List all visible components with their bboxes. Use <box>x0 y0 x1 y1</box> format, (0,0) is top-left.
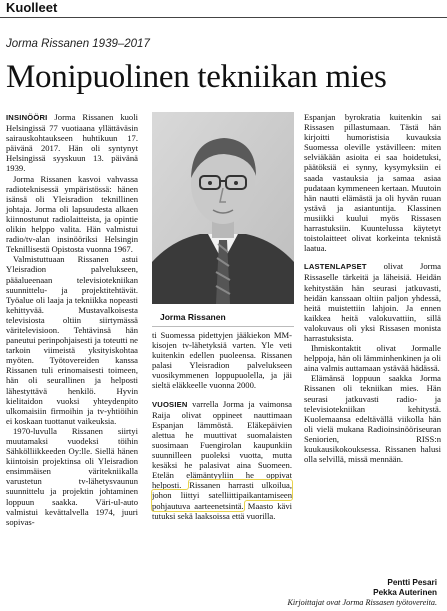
section-label: Kuolleet <box>6 0 58 15</box>
article-headline: Monipuolinen tekniikan mies <box>6 59 387 95</box>
article-column-2 <box>152 330 292 521</box>
paragraph: Espanjan byrokratia kuitenkin sai Rissasen pillastumaan. Tästä hän kirjoitti humoristisia kuvauksia Suomessa oleville ystävilleen: miten selviäkään asioita ei saa hoidetuksi, päätöksiä ei synny, kysymyksiin ei saada vastauksia ja samaa asiaa pudataan kymmeneen kertaan. Muutoin hän nautti elämästä ja oli hyvän ruuan ystävä ja asiantuntija. Klassinen musiikki kuului myös Rissasen harrastuksiin. Kuuntelussa käytetyt toistolaitteet olivat korkeinta teknistä laatua. <box>304 112 441 254</box>
article-byline: Jorma Rissanen 1939–2017 <box>6 38 150 50</box>
paragraph <box>152 399 292 521</box>
paragraph-text: olivat Jorma Rissaselle tärkeitä ja läheisiä. Heidän kehitystään hän seurasi jatkuvasti, heidän kanssaan oltiin paljon yhdessä, heitä muistettiin lahjoin. Ja ennen kaikkea heitä valokuvattiin, sillä valokuvaus oli yksi Rissasen monista harrastuksista. <box>304 261 441 343</box>
author-signature <box>287 578 437 608</box>
author-name: Pentti Pesari <box>387 578 437 587</box>
paragraph: Jorma Rissanen kasvoi vahvassa radioteknisessä ympäristössä: hänen isänsä oli Yleisradion teknillinen johtaja. Jorma oli lapsuudesta alkaen kiinnostunut radiolaitteista, ja opintie olikin helppo valita. Hän valmistui radio/tv-alan insinööriksi Helsingin Teknillisestä Opistosta vuonna 1967. <box>6 173 138 255</box>
paragraph: Ihmiskontaktit olivat Jormalle helppoja, hän oli lämminhenkinen ja oli aina valmis auttamaan ystävää hädässä. <box>304 343 441 374</box>
paragraph: 1970-luvulla Rissanen siirtyi muutamaksi vuodeksi töihin Sähkölliikkeeden Oy:lle. Siellä hänen kiintoisin projektinsa oli Yleisradion ensimmäisen väritekniikalla varustetun tv-lähetysvaunun suunnittelu ja projektin johtaminen loppuun saakka. Väri-ul-auto valmistui kevättalvella 1974, juuri sopivas- <box>6 425 138 527</box>
paragraph: ti Suomessa pidettyjen jääkiekon MM-kisojen tv-lähetyksiä varten. Yle veti kuitenkin edellen puoleensa. Rissanen palasi Yleisradion palvelukseen vuosikymmenen loppupuolella, ja jäi sieltä eläkkeelle vuonna 2000. <box>152 330 292 391</box>
paragraph-text: varrella Jorma ja vaimonsa Raija olivat oppineet nauttimaan Espanjan lämmöstä. Eläkepäivien alettua he muuttivat suomalaisten suosimaan Fuengirolan kaupunkiin suunnilleen puoleksi vuotta, mutta kesäksi he palasivat aina Suomeen. Etelän elämäntyyliin he oppivat helposti. <box>152 398 292 491</box>
paragraph <box>6 112 138 174</box>
article-column-1 <box>6 112 138 527</box>
portrait-image <box>152 112 294 304</box>
highlighted-text: Rissanen harrasti ulkoilua, johon liittyi satelliittipaikantamiseen pohjautuva aarteenetsintä. <box>152 480 292 511</box>
lead-word: VUOSIEN <box>152 399 188 409</box>
paragraph-text: Jorma Rissanen kuoli Helsingissä 77 vuotiaana yllättäväsin sairauskohtaukseen huhtikuun 17. päivänä 2017. Hän oli syntynyt Helsingissä syyskuun 13. päivänä 1939. <box>6 112 139 174</box>
paragraph <box>304 261 441 343</box>
author-name: Pekka Auterinen <box>373 588 437 597</box>
caption-divider <box>152 326 294 327</box>
paragraph: Valmistuttuaan Rissanen astui Yleisradion palvelukseen, pääalueenaan televisiotekniikan suunnittelu- ja projektitehtävät. Työalue oli laaja ja tekniikka nopeasti kehittyvää. Mustavalkoisesta televisiosta oltiin siirtymässä väritelevisioon. Tehtävinsä hän paneutui perinpohjaisesti ja toteutti ne tarkoin viimeistä yksityiskohtaa myöten. Työtovereiden kanssa Rissanen tuli erinomaisesti toimeen, hän oli seurallinen ja helposti lähestyttävä henkilö. Hyvin kielitaidon vuoksi yhteydenpito ulkomaisiin firmoihin ja tv-yhtiöihin ei koskaan tuottanut vaikeuksia. <box>6 254 138 426</box>
section-divider <box>0 17 447 18</box>
paragraph: Elämänsä loppuun saakka Jorma Rissanen oli tekniikan mies. Hän seurasi jatkuvasti radio- ja televisiotekniikan kehitystä. Kuolemaansa edeltävällä viikolla hän oli vielä mukana Radioinsinööriseuran Seniorien, RISS:n kuukausikokouksessa. Rissanen halusi olla selvillä, missä mennään. <box>304 373 441 465</box>
lead-word: LASTENLAPSET <box>304 262 367 272</box>
paragraph-text: Maasto kävi tutuksi sekä laaksoissa että vuorilla. <box>152 500 292 521</box>
article-column-3 <box>304 112 441 464</box>
author-note: Kirjoittajat ovat Jorma Rissasen työtovereita. <box>287 598 437 607</box>
portrait-photo <box>152 112 294 304</box>
photo-caption: Jorma Rissanen <box>160 312 226 322</box>
lead-word: INSINÖÖRI <box>6 113 48 122</box>
section-header <box>0 0 447 16</box>
